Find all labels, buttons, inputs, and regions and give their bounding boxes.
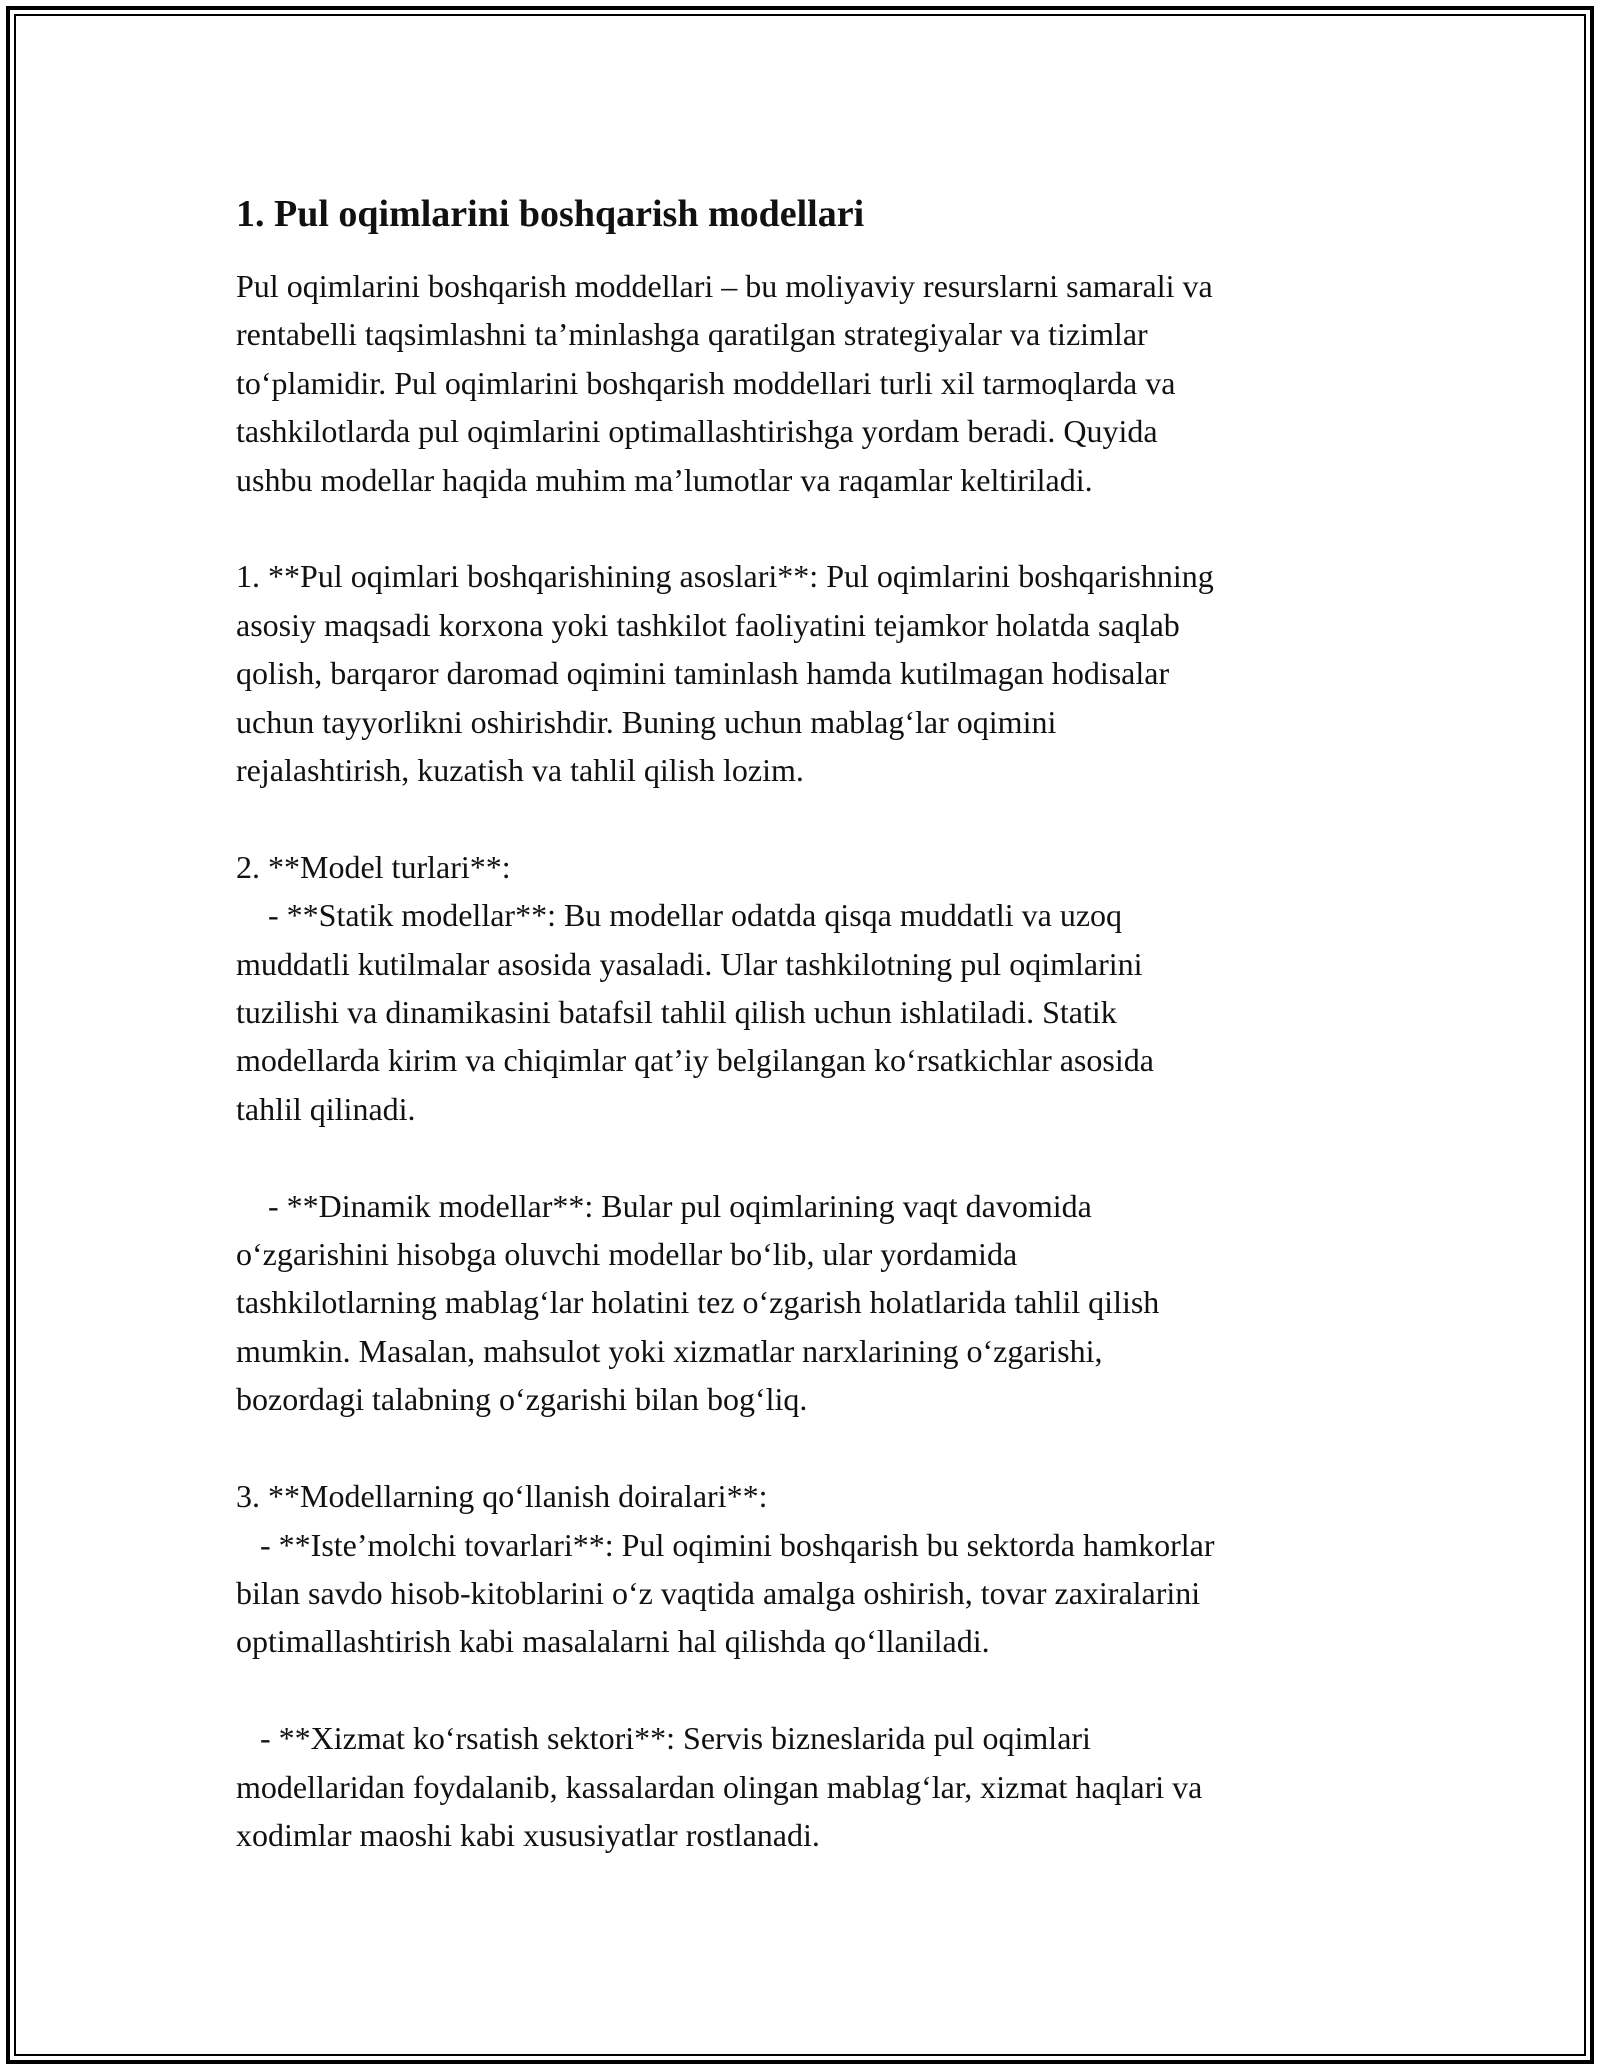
paragraph-gap xyxy=(236,504,1366,552)
service-sector-paragraph: - **Xizmat ko‘rsatish sektori**: Servis bizneslarida pul oqimlari modellaridan foydalanib, kassalardan olingan mablag‘lar, xizmat haqlari va xodimlar maoshi kabi xususiyatlar rostlanadi. xyxy=(236,1720,1203,1853)
paragraph-gap xyxy=(236,1133,1366,1181)
paragraph-gap xyxy=(236,794,1366,842)
point-3-consumer-goods-paragraph: 3. **Modellarning qo‘llanish doiralari**: - **Iste’molchi tovarlari**: Pul oqimini boshqarish bu sektorda hamkorlar bilan savdo hisob-kitoblarini o‘z vaqtida amalga oshirish, tovar zaxiralarini optimallashtirish kabi masalalarni hal qilishda qo‘llaniladi. xyxy=(236,1478,1215,1660)
document-body xyxy=(236,186,1366,1859)
section-heading: 1. Pul oqimlarini boshqarish modellari xyxy=(236,193,865,235)
dynamic-models-paragraph: - **Dinamik modellar**: Bular pul oqimlarining vaqt davomida o‘zgarishini hisobga oluvchi modellar bo‘lib, ular yordamida tashkilotlarning mablag‘lar holatini tez o‘zgarish holatlarida tahlil qilish mumkin. Masalan, mahsulot yoki xizmatlar narxlarining o‘zgarishi, bozordagi talabning o‘zgarishi bilan bog‘liq. xyxy=(236,1187,1160,1418)
paragraph-gap xyxy=(236,1424,1366,1472)
intro-paragraph: Pul oqimlarini boshqarish moddellari – bu moliyaviy resurslarni samarali va rentabelli taqsimlashni ta’minlashga qaratilgan strategiyalar va tizimlar to‘plamidir. Pul oqimlarini boshqarish moddellari turli xil tarmoqlarda va tashkilotlarda pul oqimlarini optimallashtirishga yordam beradi. Quyida ushbu modellar haqida muhim ma’lumotlar va raqamlar keltiriladi. xyxy=(236,268,1213,498)
point-1-paragraph: 1. **Pul oqimlari boshqarishining asoslari**: Pul oqimlarini boshqarishning asosiy maqsadi korxona yoki tashkilot faoliyatini tejamkor holatda saqlab qolish, barqaror daromad oqimini taminlash hamda kutilmagan hodisalar uchun tayyorlikni oshirishdir. Buning uchun mablag‘lar oqimini rejalashtirish, kuzatish va tahlil qilish lozim. xyxy=(236,558,1214,789)
point-2-static-models-paragraph: 2. **Model turlari**: - **Statik modellar**: Bu modellar odatda qisqa muddatli va uzoq muddatli kutilmalar asosida yasaladi. Ular tashkilotning pul oqimlarini tuzilishi va dinamikasini batafsil tahlil qilish uchun ishlatiladi. Statik modellarda kirim va chiqimlar qat’iy belgilangan ko‘rsatkichlar asosida tahlil qilinadi. xyxy=(236,848,1154,1127)
paragraph-gap xyxy=(236,1666,1366,1714)
